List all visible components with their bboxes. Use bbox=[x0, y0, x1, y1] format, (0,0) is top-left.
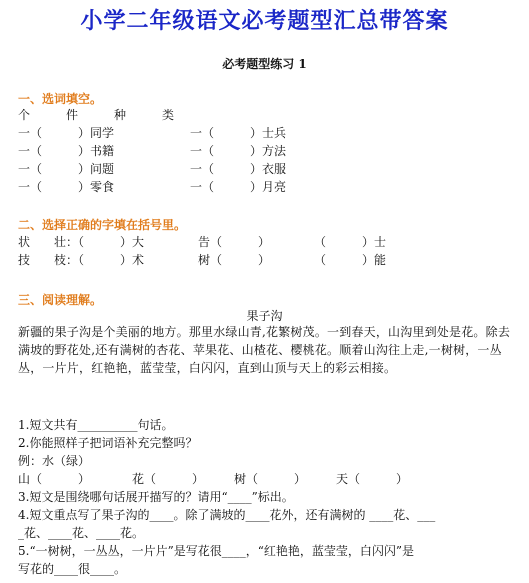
passage-title: 果子沟 bbox=[246, 309, 283, 323]
section-3-heading: 三、阅读理解。 bbox=[18, 293, 103, 307]
char-row-2-b: 树（ ） bbox=[198, 253, 271, 267]
question-2: 2.你能照样子把词语补充完整吗？ bbox=[18, 436, 198, 450]
fill-row-2-left: 一（ ）书籍 bbox=[18, 144, 115, 158]
char-row-1-c: （ ）士 bbox=[314, 235, 387, 249]
question-4: 4.短文重点写了果子沟的____。除了满坡的____花外，还有满树的 ____花、___ bbox=[18, 508, 436, 522]
fill-row-4-right: 一（ ）月亮 bbox=[190, 180, 287, 194]
fill-row-2-right: 一（ ）方法 bbox=[190, 144, 287, 158]
char-row-1-b: 告（ ） bbox=[198, 235, 271, 249]
fill-row-4-left: 一（ ）零食 bbox=[18, 180, 115, 194]
question-5-cont: 写花的____很____。 bbox=[18, 562, 127, 576]
passage-text: 新疆的果子沟是个美丽的地方。那里水绿山青,花繁树茂。一到春天，山沟里到处是花。除去满坡的野花处,还有满树的杏花、苹果花、山楂花、樱桃花。顺着山沟往上走,一树树，一丛丛，一片片，红艳艳，蓝莹莹，白闪闪，直到山顶与天上的彩云相接。 bbox=[18, 325, 511, 375]
question-1: 1.短文共有__________句话。 bbox=[18, 418, 174, 432]
document-title: 小学二年级语文必考题型汇总带答案 bbox=[80, 9, 449, 34]
fill-row-1-right: 一（ ）士兵 bbox=[190, 126, 287, 140]
char-row-1-a: 状 壮：（ ）大 bbox=[18, 235, 145, 249]
question-2-blanks: 山（ ） 花（ ） 树（ ） 天（ ） bbox=[18, 472, 409, 486]
question-3: 3.短文是围绕哪句话展开描写的？请用“____”标出。 bbox=[18, 490, 294, 504]
section-2-heading: 二、选择正确的字填在括号里。 bbox=[18, 218, 187, 232]
fill-row-3-left: 一（ ）问题 bbox=[18, 162, 115, 176]
section-1-heading: 一、选词填空。 bbox=[18, 92, 103, 106]
fill-row-3-right: 一（ ）衣服 bbox=[190, 162, 287, 176]
word-choices: 个 件 种 类 bbox=[18, 108, 175, 122]
char-row-2-a: 技 枝：（ ）术 bbox=[18, 253, 145, 267]
question-2-example: 例：水（绿） bbox=[18, 454, 91, 468]
exercise-subtitle: 必考题型练习 1 bbox=[222, 57, 307, 71]
fill-row-1-left: 一（ ）同学 bbox=[18, 126, 115, 140]
char-row-2-c: （ ）能 bbox=[314, 253, 387, 267]
question-4-cont: _花、____花、____花。 bbox=[18, 526, 145, 540]
question-5: 5.“一树树，一丛丛，一片片”是写花很____，“红艳艳，蓝莹莹，白闪闪”是 bbox=[18, 544, 414, 558]
